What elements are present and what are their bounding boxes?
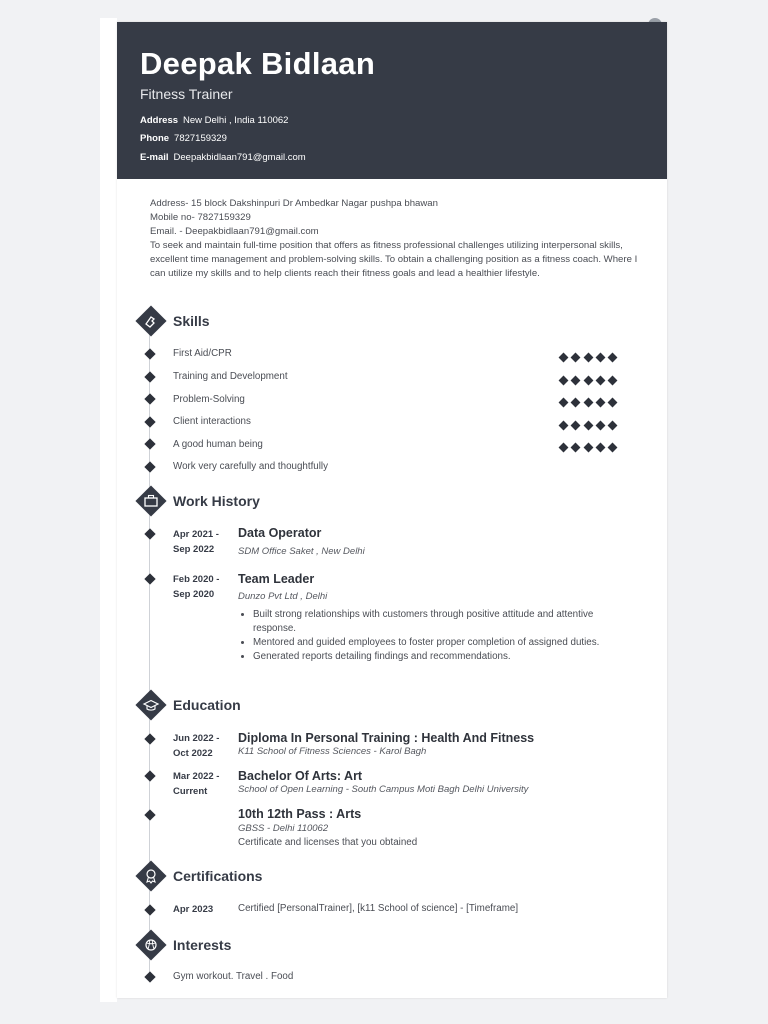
- edu-note: Certificate and licenses that you obtained: [238, 837, 418, 848]
- address-value: New Delhi , India 110062: [183, 115, 289, 126]
- job-title: Data Operator: [238, 526, 322, 540]
- page-margin: [100, 18, 117, 1002]
- duty-item: • Mentored and guided employees to foster proper completion of assigned duties.: [253, 636, 633, 650]
- job-title: Team Leader: [238, 572, 315, 586]
- skill-label: Work very carefully and thoughtfully: [173, 461, 329, 472]
- education-title: Education: [173, 697, 241, 713]
- skill-label: A good human being: [173, 439, 263, 450]
- interests-text: Gym workout. Travel . Food: [173, 971, 294, 982]
- phone-value: 7827159329: [174, 133, 227, 144]
- resume-header: [117, 22, 667, 179]
- email-label: E-mail: [140, 152, 169, 163]
- skill-label: First Aid/CPR: [173, 348, 232, 359]
- work-title: Work History: [173, 493, 260, 509]
- edu-school: GBSS - Delhi 110062: [238, 823, 329, 834]
- resume-page: [117, 22, 667, 998]
- job-date-start: Apr 2021 -: [173, 529, 219, 540]
- edu-bullet: [144, 770, 155, 781]
- edu-title: 10th 12th Pass : Arts: [238, 807, 362, 821]
- skill-rating: [560, 438, 624, 448]
- contact-phone: [140, 133, 227, 144]
- duty-item: • Built strong relationships with customers through positive attitude and attentive response.: [253, 608, 633, 636]
- edu-bullet: [144, 809, 155, 820]
- edu-school: K11 School of Fitness Sciences - Karol Bagh: [238, 746, 427, 757]
- contact-address: [140, 115, 288, 126]
- skill-label: Client interactions: [173, 416, 251, 427]
- job-bullet: [144, 573, 155, 584]
- edu-date: [173, 731, 219, 761]
- job-date: [173, 572, 219, 602]
- summary-section: [150, 197, 640, 281]
- skill-bullet: [144, 438, 155, 449]
- edu-title: Bachelor Of Arts: Art: [238, 769, 363, 783]
- skill-rating: [560, 348, 624, 358]
- skill-rating: [560, 371, 624, 381]
- cert-date: Apr 2023: [173, 904, 214, 915]
- edu-bullet: [144, 733, 155, 744]
- interests-heading: [134, 928, 634, 962]
- edu-date: [173, 769, 219, 799]
- email-value: Deepakbidlaan791@gmail.com: [173, 152, 306, 163]
- edu-title: Diploma In Personal Training : Health And Fitness: [238, 731, 535, 745]
- edu-date-start: Mar 2022 -: [173, 771, 220, 782]
- summary-email: Email. - Deepakbidlaan791@gmail.com: [150, 226, 319, 237]
- ball-icon: [134, 928, 168, 962]
- edu-date-end: Oct 2022: [173, 748, 213, 759]
- skill-bullet: [144, 416, 155, 427]
- skill-bullet: [144, 461, 155, 472]
- job-company: SDM Office Saket , New Delhi: [238, 546, 365, 557]
- skill-bullet: [144, 348, 155, 359]
- contact-email: [140, 152, 306, 163]
- job-date-start: Feb 2020 -: [173, 574, 220, 585]
- address-label: Address: [140, 115, 179, 126]
- award-icon: [134, 859, 168, 893]
- job-duties: [243, 608, 633, 664]
- certifications-heading: [134, 859, 634, 893]
- skill-bullet: [144, 393, 155, 404]
- skill-label: Training and Development: [173, 371, 288, 382]
- cert-text: Certified [PersonalTrainer], [k11 School of science] - [Timeframe]: [238, 903, 519, 914]
- certifications-title: Certifications: [173, 868, 263, 884]
- duty-item: • Generated reports detailing findings and recommendations.: [253, 650, 633, 664]
- summary-mobile: Mobile no- 7827159329: [150, 212, 251, 223]
- skills-title: Skills: [173, 313, 210, 329]
- cert-bullet: [144, 904, 155, 915]
- job-bullet: [144, 528, 155, 539]
- puzzle-icon: [134, 304, 168, 338]
- skill-label: Problem-Solving: [173, 394, 245, 405]
- summary-objective: To seek and maintain full-time position that offers as fitness professional challenges utilizing interpersonal skills, excellent time management and problem-solving skills. To obtain a challenging position as a fitness coach. Where I can utilize my skills and to help clients reach their fitness goals and lead a healthier lifestyle.: [150, 240, 638, 279]
- job-date-end: Sep 2022: [173, 544, 215, 555]
- interests-title: Interests: [173, 937, 232, 953]
- skill-rating: [560, 393, 624, 403]
- job-date-end: Sep 2020: [173, 589, 215, 600]
- graduation-cap-icon: [134, 688, 168, 722]
- edu-date-end: Current: [173, 786, 208, 797]
- education-heading: [134, 688, 634, 722]
- phone-label: Phone: [140, 133, 170, 144]
- briefcase-icon: [134, 484, 168, 518]
- skills-heading: [134, 304, 634, 338]
- summary-address: Address- 15 block Dakshinpuri Dr Ambedkar Nagar pushpa bhawan: [150, 198, 438, 209]
- job-company: Dunzo Pvt Ltd , Delhi: [238, 591, 328, 602]
- candidate-name: Deepak Bidlaan: [140, 46, 376, 81]
- work-heading: [134, 484, 634, 518]
- edu-date-start: Jun 2022 -: [173, 733, 220, 744]
- interest-bullet: [144, 971, 155, 982]
- skill-rating: [560, 416, 624, 426]
- job-date: [173, 527, 219, 557]
- edu-school: School of Open Learning - South Campus Moti Bagh Delhi University: [238, 784, 529, 795]
- candidate-title: Fitness Trainer: [140, 86, 233, 102]
- skill-bullet: [144, 371, 155, 382]
